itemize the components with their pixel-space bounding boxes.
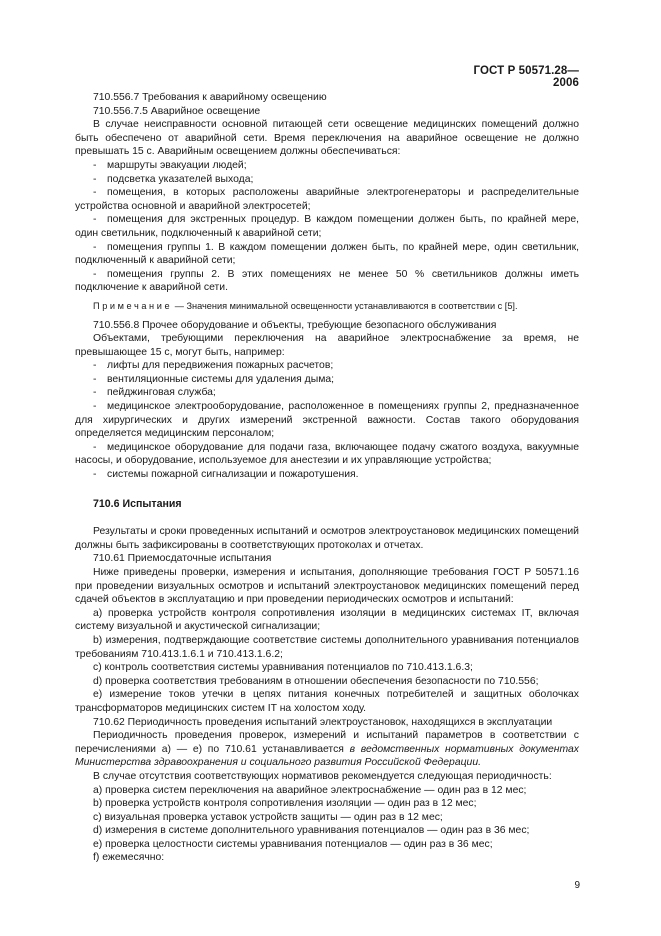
list-item-text: b) проверка устройств контроля сопротивления изоляции — один раз в 12 мес;	[93, 798, 477, 810]
list-item	[75, 173, 579, 187]
list-dash: -	[93, 173, 97, 185]
list-dash: -	[93, 469, 97, 481]
list-item	[75, 797, 579, 811]
list-dash: -	[93, 373, 97, 385]
list-item	[75, 268, 579, 295]
clause-710-556-7: 710.556.7 Требования к аварийному освещению	[93, 92, 327, 103]
list-item-text: помещения для экстренных процедур. В каждом помещении должен быть, по крайней мере, один светильник, подключенный к аварийной сети;	[75, 214, 579, 239]
paragraph-periodicity-emphasis: в ведомственных нормативных документах Министерства здравоохранения и социального развития Российской Федерации.	[75, 743, 579, 769]
list-periodicity	[75, 784, 579, 866]
list-item-text: b) измерения, подтверждающие соответствие системы дополнительного уравнивания потенциалов требованиям 710.413.1.6.1 и 710.413.1.6.2;	[75, 634, 579, 660]
list-objects	[75, 359, 579, 481]
list-item-text: a) проверка систем переключения на аварийное электроснабжение — один раз в 12 мес;	[93, 784, 527, 796]
list-item-text: медицинское оборудование для подачи газа, включающее подачу сжатого воздуха, вакуумные насосы, и оборудование, используемое для анестезии и их управляющие устройства;	[75, 441, 579, 467]
list-item	[75, 661, 579, 675]
list-dash: -	[93, 159, 97, 171]
paragraph-results: Результаты и сроки проведенных испытаний и осмотров электроустановок медицинских помещений должны быть зафиксированы в соответствующих протоколах и отчетах.	[75, 526, 579, 551]
list-item-text: системы пожарной сигнализации и пожаротушения.	[107, 469, 359, 481]
list-item-text: c) визуальная проверка уставок устройств защиты — один раз в 12 мес;	[93, 811, 443, 823]
note-label: Примечание	[93, 300, 173, 311]
list-dash: -	[93, 387, 97, 399]
list-item-text: f) ежемесячно:	[93, 852, 165, 864]
list-item-text: помещения, в которых расположены аварийные электрогенераторы и распределительные устройства основной и аварийной электросетей;	[75, 187, 579, 212]
paragraph-objects: Объектами, требующими переключения на аварийное электроснабжение за время, не превышающее 15 с, могут быть, например:	[75, 333, 579, 358]
list-item	[75, 159, 579, 173]
clause-710-556-8: 710.556.8 Прочее оборудование и объекты, требующие безопасного обслуживания	[93, 319, 497, 331]
list-item	[75, 811, 579, 825]
list-checks	[75, 607, 579, 716]
list-item	[75, 838, 579, 852]
list-item-text: e) проверка целостности системы уравнивания потенциалов — один раз в 36 мес;	[93, 838, 493, 850]
list-item	[75, 186, 579, 213]
page-number: 9	[574, 880, 580, 891]
list-item-text: a) проверка устройств контроля сопротивления изоляции в медицинских системах IT, включая систему визуальной и акустической сигнализации;	[75, 607, 579, 633]
list-item	[75, 373, 579, 387]
section-heading: 710.6 Испытания	[93, 497, 182, 510]
list-item-text: d) проверка соответствия требованиям в отношении обеспечения безопасности по 710.556;	[93, 675, 539, 687]
list-item-text: медицинское электрооборудование, расположенное в помещениях группы 2, предназначенное для хирургических и других измерений экстренной важности. Состав такого оборудования определяется медицинским персоналом;	[75, 401, 579, 440]
list-item-text: помещения группы 2. В этих помещениях не менее 50 % светильников должны иметь подключение к аварийной сети.	[75, 268, 579, 294]
paragraph-emergency-lighting: В случае неисправности основной питающей сети освещение медицинских помещений должно быть обеспечено от аварийной сети. Время переключения на аварийное освещение не должно превышать 15 с. Аварийным освещением должны обеспечиваться:	[75, 119, 579, 158]
note	[75, 300, 579, 314]
list-item	[75, 824, 579, 838]
list-item-text: вентиляционные системы для удаления дыма;	[107, 373, 335, 385]
list-dash: -	[93, 401, 97, 413]
list-item	[75, 241, 579, 268]
list-item-text: пейджинговая служба;	[107, 387, 216, 399]
list-dash: -	[93, 241, 97, 253]
list-item	[75, 634, 579, 661]
list-item-text: лифты для передвижения пожарных расчетов;	[107, 360, 334, 372]
list-dash: -	[93, 441, 97, 453]
list-item-text: d) измерения в системе дополнительного уравнивания потенциалов — один раз в 36 мес;	[93, 825, 530, 837]
list-item	[75, 386, 579, 400]
paragraph-recommended: В случае отсутствия соответствующих нормативов рекомендуется следующая периодичность:	[93, 770, 552, 782]
list-item	[75, 675, 579, 689]
clause-710-61: 710.61 Приемосдаточные испытания	[93, 553, 272, 565]
paragraph-checks: Ниже приведены проверки, измерения и испытания, дополняющие требования ГОСТ Р 50571.16 при проведении визуальных осмотров и испытаний электроустановок медицинских помещений перед сдачей объектов в эксплуатацию и при проведении периодических осмотров и испытаний:	[75, 567, 579, 606]
list-dash: -	[93, 268, 97, 280]
list-item	[75, 607, 579, 634]
list-item	[75, 441, 579, 468]
list-item	[75, 468, 579, 482]
list-item	[75, 213, 579, 240]
paragraph-periodicity-text: Периодичность проведения проверок, измерений и испытаний параметров в соответствии с перечислениями а) — е) по 710.61 устанавливается	[75, 730, 579, 755]
list-item-text: помещения группы 1. В каждом помещении должен быть, по крайней мере, один светильник, подключенный к аварийной сети;	[75, 241, 579, 267]
list-emergency-lighting	[75, 159, 579, 295]
list-item-text: e) измерение токов утечки в цепях питания конечных потребителей и защитных оболочках трансформаторов медицинских систем IT на холостом ходу.	[75, 689, 579, 714]
list-dash: -	[93, 187, 97, 199]
list-item	[75, 688, 579, 715]
clause-710-556-7-5: 710.556.7.5 Аварийное освещение	[93, 105, 261, 117]
list-dash: -	[93, 360, 97, 372]
list-item	[75, 359, 579, 373]
clause-710-62: 710.62 Периодичность проведения испытаний электроустановок, находящихся в эксплуатации	[93, 716, 553, 728]
list-item	[75, 851, 579, 865]
list-item-text: маршруты эвакуации людей;	[107, 159, 247, 171]
list-item	[75, 400, 579, 441]
list-dash: -	[93, 214, 97, 226]
note-text: — Значения минимальной освещенности устанавливаются в соответствии с [5].	[172, 300, 518, 311]
list-item-text: c) контроль соответствия системы уравнивания потенциалов по 710.413.1.6.3;	[93, 662, 473, 674]
list-item-text: подсветка указателей выхода;	[107, 173, 254, 185]
list-item	[75, 784, 579, 798]
paragraph-periodicity	[75, 729, 579, 770]
document-header: ГОСТ Р 50571.28—2006	[473, 65, 579, 89]
body-text	[75, 91, 579, 865]
